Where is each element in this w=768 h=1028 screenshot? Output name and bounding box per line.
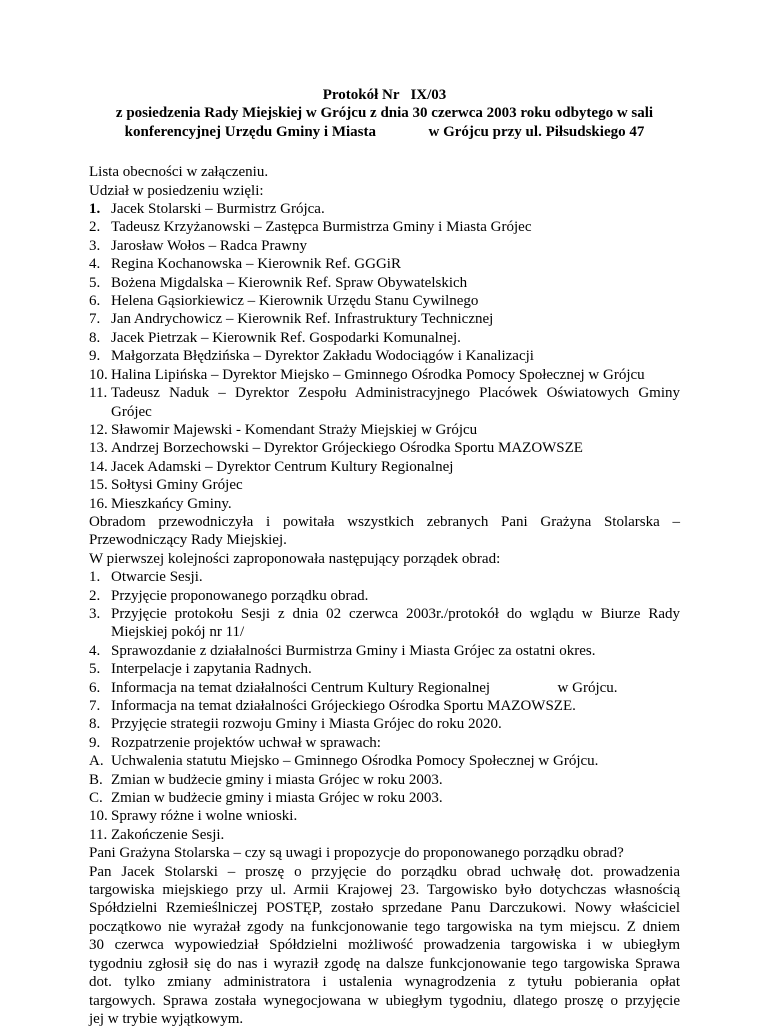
item-text: Przyjęcie proponowanego porządku obrad. — [111, 587, 369, 604]
list-item — [89, 587, 680, 605]
item-text: Zmian w budżecie gminy i miasta Grójec w roku 2003. — [111, 771, 443, 788]
list-item — [89, 660, 680, 678]
item-number: 11. — [89, 826, 108, 843]
title-line-3: konferencyjnej Urzędu Gminy i Miasta w Grójcu przy ul. Piłsudskiego 47 — [124, 123, 645, 140]
title-line-2: z posiedzenia Rady Miejskiej w Grójcu z dnia 30 czerwca 2003 roku odbytego w sali — [115, 105, 654, 122]
chair-paragraph-line-1: Obradom przewodniczyła i powitała wszystkich zebranych Pani Grażyna Stolarska – — [89, 513, 680, 530]
list-item — [89, 347, 680, 365]
item-number: 8. — [89, 716, 101, 733]
item-number: 10. — [89, 366, 108, 383]
item-text: Sołtysi Gminy Grójec — [111, 477, 243, 494]
item-continuation: Grójec — [111, 403, 152, 420]
list-item — [89, 255, 680, 273]
item-number: 14. — [89, 458, 108, 475]
item-text: Zakończenie Sesji. — [111, 826, 225, 843]
list-item — [89, 642, 680, 660]
list-item — [89, 384, 680, 402]
title-line-1: Protokół Nr IX/03 — [322, 87, 447, 103]
item-text: Andrzej Borzechowski – Dyrektor Grójeckiego Ośrodka Sportu MAZOWSZE — [111, 440, 583, 457]
statement-line: Spółdzielni Rzemieślniczej POSTĘP, zostało sprzedane Panu Darczukowi. Nowy właściciel — [89, 900, 680, 917]
item-number: C. — [89, 790, 103, 807]
item-number: A. — [89, 753, 104, 770]
item-text: Jan Andrychowicz – Kierownik Ref. Infrastruktury Technicznej — [111, 311, 494, 328]
item-number: 4. — [89, 642, 101, 659]
list-item — [89, 679, 680, 697]
item-number: 15. — [89, 477, 108, 494]
chair-paragraph-line-2: Przewodniczący Rady Miejskiej. — [89, 532, 287, 549]
item-number: 11. — [89, 385, 108, 402]
item-text: Otwarcie Sesji. — [111, 569, 203, 586]
document-title — [89, 86, 680, 141]
list-item — [89, 310, 680, 328]
list-item — [89, 458, 680, 476]
item-text: Przyjęcie strategii rozwoju Gminy i Miasta Grójec do roku 2020. — [111, 716, 502, 733]
item-text: Jarosław Wołos – Radca Prawny — [111, 237, 307, 254]
statement-line: 30 czerwca wypowiedział Spółdzielni możliwość prowadzenia targowiska i w ubiegłym — [89, 937, 680, 954]
item-text: Sprawy różne i wolne wnioski. — [111, 808, 298, 825]
item-text: Regina Kochanowska – Kierownik Ref. GGGiR — [111, 256, 401, 273]
item-text: Informacja na temat działalności Grójeckiego Ośrodka Sportu MAZOWSZE. — [111, 698, 576, 714]
statement-line: tygodniu zgłosił się do nas i wyraził zgodę na dalsze funkcjonowanie tego targowiska Sprawa — [89, 955, 680, 972]
list-item — [89, 237, 680, 255]
attendee-list — [89, 200, 680, 513]
participants-heading: Udział w posiedzeniu wzięli: — [89, 182, 264, 199]
item-text: Tadeusz Krzyżanowski – Zastępca Burmistrza Gminy i Miasta Grójec — [111, 219, 532, 236]
list-item — [89, 421, 680, 439]
list-item — [89, 826, 680, 844]
list-item — [89, 752, 680, 770]
burmistrz-statement — [89, 863, 680, 1028]
item-number: 16. — [89, 495, 108, 512]
list-item — [89, 568, 680, 586]
item-number: 10. — [89, 808, 108, 825]
list-item — [89, 439, 680, 457]
item-number: 12. — [89, 421, 108, 438]
list-item — [89, 495, 680, 513]
statement-line: dot. tylko zmiany administratora i ustalenia wynagrodzenia z tytułu pobierania opłat — [89, 974, 680, 991]
agenda-heading: W pierwszej kolejności zaproponowała następujący porządek obrad: — [89, 550, 501, 567]
list-item — [89, 807, 680, 825]
item-text: Sławomir Majewski - Komendant Straży Miejskiej w Grójcu — [111, 421, 478, 438]
list-item — [89, 366, 680, 384]
item-number: 4. — [89, 256, 101, 273]
item-number: 9. — [89, 348, 101, 365]
item-text: Przyjęcie protokołu Sesji z dnia 02 czerwca 2003r./protokół do wglądu w Biurze Rady — [111, 605, 680, 622]
item-text: Informacja na temat działalności Centrum Kultury Regionalnej w Grójcu. — [111, 679, 618, 696]
statement-line: targowych. Sprawa została wynegocjowana w ubiegłym tygodniu, dlatego proszę o przyjęcie — [89, 992, 680, 1009]
item-number: 3. — [89, 237, 101, 254]
item-text: Uchwalenia statutu Miejsko – Gminnego Ośrodka Pomocy Społecznej w Grójcu. — [111, 753, 599, 770]
item-number: 5. — [89, 274, 101, 291]
item-number: 9. — [89, 734, 101, 751]
statement-line: jej w trybie wyjątkowym. — [89, 1010, 244, 1027]
item-number: 1. — [89, 201, 101, 218]
chair-question: Pani Grażyna Stolarska – czy są uwagi i propozycje do proponowanego porządku obrad? — [89, 845, 624, 862]
item-text: Rozpatrzenie projektów uchwał w sprawach: — [111, 734, 381, 751]
item-text: Jacek Pietrzak – Kierownik Ref. Gospodarki Komunalnej. — [111, 329, 461, 346]
list-item — [89, 734, 680, 752]
item-text: Małgorzata Błędzińska – Dyrektor Zakładu Wodociągów i Kanalizacji — [111, 348, 534, 365]
item-text: Interpelacje i zapytania Radnych. — [111, 661, 312, 678]
item-text: Tadeusz Naduk – Dyrektor Zespołu Administracyjnego Placówek Oświatowych Gminy — [111, 385, 680, 402]
item-text: Helena Gąsiorkiewicz – Kierownik Urzędu Stanu Cywilnego — [111, 293, 479, 310]
list-item — [89, 292, 680, 310]
item-number: 7. — [89, 698, 101, 714]
item-number: 1. — [89, 569, 101, 586]
item-number: 5. — [89, 661, 101, 678]
item-number: 7. — [89, 311, 101, 328]
list-item — [89, 200, 680, 218]
list-item — [89, 771, 680, 789]
item-text: Mieszkańcy Gminy. — [111, 495, 232, 512]
attendance-note: Lista obecności w załączeniu. — [89, 164, 269, 181]
agenda-list — [89, 568, 680, 844]
list-item — [89, 697, 680, 715]
item-text: Bożena Migdalska – Kierownik Ref. Spraw Obywatelskich — [111, 274, 468, 291]
list-item — [89, 329, 680, 347]
item-number: 6. — [89, 679, 101, 696]
list-item — [89, 715, 680, 733]
item-number: 3. — [89, 605, 101, 622]
item-text: Jacek Stolarski – Burmistrz Grójca. — [111, 201, 325, 218]
item-number: 13. — [89, 440, 108, 457]
item-number: B. — [89, 771, 103, 788]
list-item — [89, 274, 680, 292]
item-text: Halina Lipińska – Dyrektor Miejsko – Gminnego Ośrodka Pomocy Społecznej w Grójcu — [111, 366, 645, 383]
item-text: Zmian w budżecie gminy i miasta Grójec w roku 2003. — [111, 790, 443, 807]
statement-line: targowiska miejskiego przy ul. Armii Krajowej 23. Targowisko było dotychczas własnością — [89, 882, 680, 899]
item-text: Jacek Adamski – Dyrektor Centrum Kultury Regionalnej — [111, 458, 454, 475]
statement-line: Pan Jacek Stolarski – proszę o przyjęcie do porządku obrad uchwałę dot. prowadzenia — [89, 863, 680, 880]
statement-line: początkowo nie wyrażał zgody na funkcjonowanie tego targowiska na tym miejscu. Z dniem — [89, 918, 680, 935]
document-body — [89, 163, 680, 1028]
item-text: Sprawozdanie z działalności Burmistrza Gminy i Miasta Grójec za ostatni okres. — [111, 642, 596, 659]
item-number: 6. — [89, 293, 101, 310]
item-number: 8. — [89, 329, 101, 346]
list-item — [89, 605, 680, 623]
list-item — [89, 789, 680, 807]
item-continuation: Miejskiej pokój nr 11/ — [111, 624, 245, 641]
list-item — [89, 218, 680, 236]
item-number: 2. — [89, 587, 101, 604]
item-number: 2. — [89, 219, 101, 236]
list-item — [89, 476, 680, 494]
